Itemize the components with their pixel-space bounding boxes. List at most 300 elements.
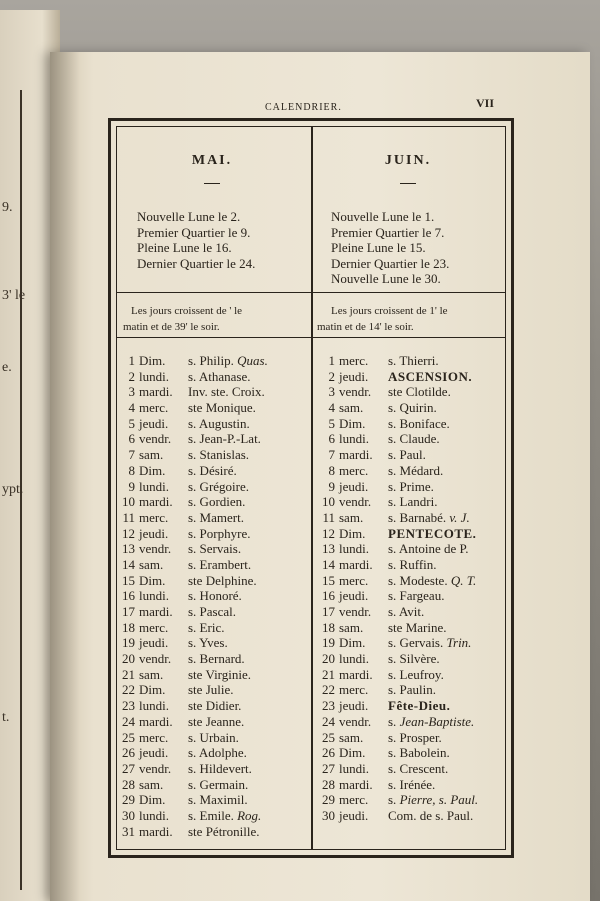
mai-day-row <box>117 730 309 746</box>
liturgical-note: Q. T. <box>450 572 477 588</box>
weekday: Dim. <box>139 682 166 698</box>
saint-text: s. Landri. <box>388 494 438 510</box>
saint-text: s. Silvère. <box>388 651 440 667</box>
juin-day-row <box>317 557 509 573</box>
day-number: 27 <box>322 760 335 776</box>
saint-name <box>188 714 244 730</box>
mai-day-row <box>117 494 309 510</box>
saint-text: s. Crescent. <box>388 760 449 776</box>
weekday: mardi. <box>139 494 173 510</box>
saint-text: Com. de s. Paul. <box>388 807 474 823</box>
weekday: vendr. <box>339 604 372 619</box>
juin-day-row <box>317 730 509 746</box>
day-number: 27 <box>122 760 135 776</box>
day-number: 16 <box>122 588 135 604</box>
weekday: vendr. <box>139 760 172 776</box>
saint-text: s. Prosper. <box>388 729 442 745</box>
day-number: 20 <box>122 651 135 667</box>
weekday: sam. <box>139 447 164 463</box>
saint-name <box>188 557 251 573</box>
saint-name <box>188 777 248 793</box>
saint-name <box>188 400 256 416</box>
saint-name <box>388 808 473 824</box>
weekday: sam. <box>139 776 164 792</box>
juin-day-row <box>317 353 509 369</box>
saint-name <box>188 384 265 400</box>
saint-text: Inv. ste. Croix. <box>188 384 265 400</box>
calendar-table <box>108 118 514 858</box>
day-number: 21 <box>122 666 135 682</box>
saint-name <box>388 745 450 761</box>
facing-page-fragment: 3' le <box>2 288 26 303</box>
weekday: merc. <box>339 353 369 368</box>
saint-name <box>388 463 443 479</box>
mai-day-row <box>117 400 309 416</box>
saint-text: s. Boniface. <box>388 415 450 431</box>
day-number: 29 <box>322 792 335 808</box>
mai-day-row <box>117 667 309 683</box>
juin-day-row <box>317 620 509 636</box>
saint-text: s. Barnabé. <box>388 509 447 525</box>
day-number: 9 <box>328 478 335 494</box>
saint-text: ste Monique. <box>188 400 256 416</box>
mai-day-row <box>117 557 309 573</box>
saint-text: s. Bernard. <box>188 651 245 667</box>
weekday: mardi. <box>139 713 173 729</box>
saint-name <box>188 604 236 620</box>
weekday: merc. <box>339 792 369 808</box>
saint-text: ste Julie. <box>188 682 234 698</box>
juin-phase: Premier Quartier le 7. <box>331 224 445 240</box>
saint-name <box>388 541 469 557</box>
saint-name <box>188 526 250 542</box>
saint-text: s. Adolphe. <box>188 745 247 761</box>
liturgical-note: Jean-Baptiste. <box>399 713 475 729</box>
day-number: 23 <box>322 698 335 714</box>
saint-name <box>188 808 261 824</box>
mai-day-row <box>117 777 309 793</box>
saint-name <box>388 588 444 604</box>
saint-text: s. Servais. <box>188 541 242 557</box>
weekday: mardi. <box>339 556 373 572</box>
weekday: Dim. <box>339 745 366 761</box>
weekday: merc. <box>339 462 369 478</box>
day-number: 21 <box>322 666 335 682</box>
weekday: Dim. <box>139 572 166 588</box>
saint-name <box>388 479 434 495</box>
saint-name <box>188 353 268 369</box>
saint-name <box>388 667 444 683</box>
saint-text: s. Médard. <box>388 462 444 478</box>
day-number: 19 <box>322 635 335 651</box>
saint-text: ASCENSION. <box>388 368 473 384</box>
weekday: vendr. <box>139 541 172 557</box>
mai-day-row <box>117 588 309 604</box>
weekday: sam. <box>339 400 364 416</box>
day-number: 15 <box>122 572 135 588</box>
day-number: 17 <box>122 604 135 619</box>
mai-day-row <box>117 698 309 714</box>
day-number: 10 <box>322 494 335 510</box>
weekday: merc. <box>139 619 169 635</box>
saint-name <box>188 635 228 651</box>
saint-text: s. Gordien. <box>188 494 246 510</box>
day-number: 18 <box>122 619 135 635</box>
saint-text: ste Virginie. <box>188 666 252 682</box>
weekday: mardi. <box>139 384 173 400</box>
day-number: 24 <box>122 713 135 729</box>
day-number: 28 <box>322 776 335 792</box>
saint-name <box>388 431 440 447</box>
day-number: 6 <box>128 431 135 447</box>
juin-moon-phases <box>331 209 449 287</box>
facing-page-fragment: ypt. <box>2 482 24 497</box>
saint-text: s. Antoine de P. <box>388 541 469 557</box>
saint-name <box>388 714 474 730</box>
weekday: mardi. <box>139 823 173 839</box>
mai-day-row <box>117 384 309 400</box>
saint-text: s. Paul. <box>388 447 426 463</box>
weekday: mardi. <box>339 447 373 463</box>
saint-text: s. Grégoire. <box>188 478 250 494</box>
juin-phase: Dernier Quartier le 23. <box>331 255 450 271</box>
mai-day-list <box>117 353 309 839</box>
day-number: 15 <box>322 572 335 588</box>
mai-daylength-line: Les jours croissent de ' le <box>131 305 243 317</box>
page-gutter-shadow <box>50 52 80 901</box>
mai-day-row <box>117 541 309 557</box>
liturgical-note: Pierre, s. Paul. <box>399 792 479 808</box>
saint-text: ste Delphine. <box>188 572 257 588</box>
juin-day-row <box>317 761 509 777</box>
mai-moon-phases <box>137 209 255 271</box>
day-number: 29 <box>122 792 135 808</box>
juin-day-row <box>317 384 509 400</box>
saint-text: s. Porphyre. <box>188 525 251 541</box>
saint-text: s. Jean-P.-Lat. <box>188 431 261 447</box>
saint-text: s. Germain. <box>188 776 249 792</box>
weekday: sam. <box>339 509 364 525</box>
saint-text: ste Clotilde. <box>388 384 451 400</box>
saint-name <box>388 777 435 793</box>
day-number: 11 <box>322 509 335 525</box>
saint-text: s. Ruffin. <box>388 556 437 572</box>
juin-phase: Pleine Lune le 15. <box>331 240 426 255</box>
saint-text: s. Irénée. <box>388 776 436 792</box>
liturgical-note: Quas. <box>237 353 268 368</box>
weekday: Dim. <box>339 525 366 541</box>
running-title: CALENDRIER. <box>265 102 342 113</box>
juin-daylength <box>317 303 448 335</box>
saint-name <box>188 651 245 667</box>
weekday: lundi. <box>339 760 369 776</box>
weekday: jeudi. <box>139 745 169 761</box>
weekday: lundi. <box>139 698 169 714</box>
weekday: lundi. <box>139 807 169 823</box>
saint-name <box>388 400 437 416</box>
mai-phase: Nouvelle Lune le 2. <box>137 209 241 224</box>
saint-text: s. Augustin. <box>188 415 250 431</box>
saint-text: ste Jeanne. <box>188 713 245 729</box>
mai-day-row <box>117 526 309 542</box>
juin-day-row <box>317 573 509 589</box>
juin-day-row <box>317 588 509 604</box>
saint-name <box>388 384 451 400</box>
juin-day-row <box>317 808 509 824</box>
saint-name <box>188 494 245 510</box>
juin-phase: Nouvelle Lune le 30. <box>331 271 441 286</box>
saint-name <box>388 416 450 432</box>
juin-day-row <box>317 651 509 667</box>
saint-name <box>188 745 247 761</box>
day-number: 22 <box>322 682 335 698</box>
day-number: 17 <box>322 604 335 619</box>
saint-name <box>388 730 442 746</box>
saint-name <box>188 620 224 636</box>
weekday: jeudi. <box>339 368 369 384</box>
weekday: merc. <box>339 682 369 698</box>
weekday: sam. <box>139 666 164 682</box>
day-number: 2 <box>128 368 135 384</box>
weekday: vendr. <box>339 384 372 400</box>
mai-phase: Premier Quartier le 9. <box>137 224 251 240</box>
day-number: 3 <box>128 384 135 400</box>
saint-text: s. Honoré. <box>188 588 242 604</box>
weekday: vendr. <box>339 713 372 729</box>
juin-day-row <box>317 604 509 620</box>
saint-name <box>388 447 426 463</box>
saint-name <box>388 761 448 777</box>
mai-day-row <box>117 604 309 620</box>
saint-name <box>188 698 241 714</box>
juin-day-row <box>317 400 509 416</box>
juin-day-row <box>317 792 509 808</box>
day-number: 12 <box>322 525 335 541</box>
juin-day-row <box>317 714 509 730</box>
saint-name <box>188 792 248 808</box>
saint-name <box>188 447 249 463</box>
weekday: jeudi. <box>139 415 169 431</box>
saint-name <box>388 510 470 526</box>
juin-day-row <box>317 698 509 714</box>
day-number: 19 <box>122 635 135 651</box>
saint-name <box>388 494 437 510</box>
mai-day-row <box>117 510 309 526</box>
day-number: 3 <box>328 384 335 400</box>
day-number: 8 <box>328 462 335 478</box>
weekday: sam. <box>339 619 364 635</box>
saint-name <box>388 620 446 636</box>
day-number: 25 <box>322 729 335 745</box>
day-number: 28 <box>122 776 135 792</box>
juin-day-row <box>317 635 509 651</box>
juin-daylength-line: Les jours croissent de 1' le <box>331 305 448 317</box>
saint-name <box>188 824 260 840</box>
saint-text: s. Philip. <box>188 353 234 368</box>
saint-name <box>388 635 471 651</box>
saint-text: Fête-Dieu. <box>388 698 451 714</box>
day-number: 8 <box>128 462 135 478</box>
day-number: 24 <box>322 713 335 729</box>
page-number: VII <box>476 96 495 110</box>
juin-day-row <box>317 682 509 698</box>
saint-text: s. Athanase. <box>188 368 251 384</box>
mai-day-row <box>117 745 309 761</box>
saint-text: s. <box>388 713 397 729</box>
mai-day-row <box>117 447 309 463</box>
saint-name <box>188 667 251 683</box>
day-number: 23 <box>122 698 135 714</box>
day-number: 25 <box>122 729 135 745</box>
saint-name <box>388 526 476 542</box>
day-number: 7 <box>128 447 135 463</box>
day-number: 4 <box>128 400 135 416</box>
weekday: lundi. <box>339 431 369 447</box>
saint-text: s. <box>388 792 397 808</box>
day-number: 1 <box>328 353 335 368</box>
mai-day-row <box>117 479 309 495</box>
mai-day-row <box>117 573 309 589</box>
day-number: 6 <box>328 431 335 447</box>
saint-name <box>388 573 476 589</box>
day-number: 31 <box>122 823 135 839</box>
mai-day-row <box>117 761 309 777</box>
saint-text: s. Urbain. <box>188 729 239 745</box>
day-number: 26 <box>122 745 135 761</box>
juin-day-row <box>317 526 509 542</box>
mai-day-row <box>117 682 309 698</box>
day-number: 26 <box>322 745 335 761</box>
mai-title: MAI. <box>191 153 233 168</box>
saint-name <box>188 588 242 604</box>
juin-day-row <box>317 541 509 557</box>
saint-text: s. Yves. <box>188 635 228 651</box>
saint-text: s. Avit. <box>388 604 425 619</box>
weekday: jeudi. <box>139 525 169 541</box>
saint-name <box>188 573 257 589</box>
saint-name <box>388 792 478 808</box>
day-number: 12 <box>122 525 135 541</box>
day-number: 13 <box>322 541 335 557</box>
saint-text: ste Didier. <box>188 698 242 714</box>
saint-text: s. Prime. <box>388 478 434 494</box>
facing-page-fragment: e. <box>2 360 12 375</box>
day-number: 4 <box>328 400 335 416</box>
liturgical-note: v. J. <box>449 509 470 525</box>
saint-text: s. Stanislas. <box>188 447 250 463</box>
saint-text: s. Maximil. <box>188 792 248 808</box>
day-number: 22 <box>122 682 135 698</box>
saint-name <box>388 682 436 698</box>
weekday: jeudi. <box>339 478 369 494</box>
calendar-table-inner <box>116 126 506 850</box>
mai-title-dash <box>204 183 220 184</box>
juin-day-row <box>317 777 509 793</box>
saint-text: PENTECOTE. <box>388 525 477 541</box>
weekday: jeudi. <box>339 588 369 604</box>
juin-day-row <box>317 667 509 683</box>
day-number: 9 <box>128 478 135 494</box>
saint-name <box>388 557 437 573</box>
weekday: mardi. <box>139 604 173 619</box>
saint-text: s. Thierri. <box>388 353 439 368</box>
mai-day-row <box>117 808 309 824</box>
saint-name <box>388 369 472 385</box>
saint-text: s. Mamert. <box>188 509 244 525</box>
saint-name <box>188 730 239 746</box>
mai-day-row <box>117 369 309 385</box>
weekday: Dim. <box>339 415 366 431</box>
weekday: mardi. <box>339 776 373 792</box>
column-divider <box>311 127 313 849</box>
day-number: 13 <box>122 541 135 557</box>
mai-day-row <box>117 824 309 840</box>
saint-name <box>188 761 252 777</box>
saint-name <box>388 353 439 369</box>
juin-day-row <box>317 369 509 385</box>
saint-text: s. Gervais. <box>388 635 444 651</box>
saint-name <box>188 369 250 385</box>
saint-name <box>188 510 244 526</box>
weekday: Dim. <box>139 792 166 808</box>
day-number: 5 <box>128 415 135 431</box>
juin-day-row <box>317 431 509 447</box>
mai-day-row <box>117 620 309 636</box>
weekday: vendr. <box>139 651 172 667</box>
saint-text: s. Modeste. <box>388 572 448 588</box>
saint-name <box>388 604 424 620</box>
mai-daylength-line: matin et de 39' le soir. <box>123 321 220 333</box>
saint-text: ste Marine. <box>388 619 447 635</box>
mai-day-row <box>117 792 309 808</box>
weekday: jeudi. <box>139 635 169 651</box>
juin-day-row <box>317 416 509 432</box>
juin-phase: Nouvelle Lune le 1. <box>331 209 435 224</box>
saint-text: s. Leufroy. <box>388 666 444 682</box>
juin-title-dash <box>400 183 416 184</box>
juin-day-row <box>317 479 509 495</box>
day-number: 20 <box>322 651 335 667</box>
mai-day-row <box>117 463 309 479</box>
weekday: lundi. <box>339 651 369 667</box>
saint-text: s. Claude. <box>388 431 440 447</box>
mai-day-row <box>117 714 309 730</box>
saint-name <box>188 431 261 447</box>
weekday: lundi. <box>139 478 169 494</box>
weekday: Dim. <box>339 635 366 651</box>
day-number: 16 <box>322 588 335 604</box>
juin-day-row <box>317 494 509 510</box>
mai-day-row <box>117 353 309 369</box>
day-number: 7 <box>328 447 335 463</box>
facing-page-fragment: t. <box>2 710 10 725</box>
liturgical-note: Trin. <box>446 635 472 651</box>
mai-day-row <box>117 651 309 667</box>
weekday: vendr. <box>139 431 172 447</box>
saint-text: s. Désiré. <box>188 462 237 478</box>
day-number: 10 <box>122 494 135 510</box>
juin-day-list <box>317 353 509 824</box>
weekday: lundi. <box>339 541 369 557</box>
saint-name <box>188 463 237 479</box>
weekday: merc. <box>139 729 169 745</box>
weekday: merc. <box>139 400 169 416</box>
saint-text: s. Paulin. <box>388 682 437 698</box>
header-rule <box>117 292 505 293</box>
day-number: 14 <box>122 556 135 572</box>
mai-day-row <box>117 416 309 432</box>
saint-name <box>188 416 250 432</box>
